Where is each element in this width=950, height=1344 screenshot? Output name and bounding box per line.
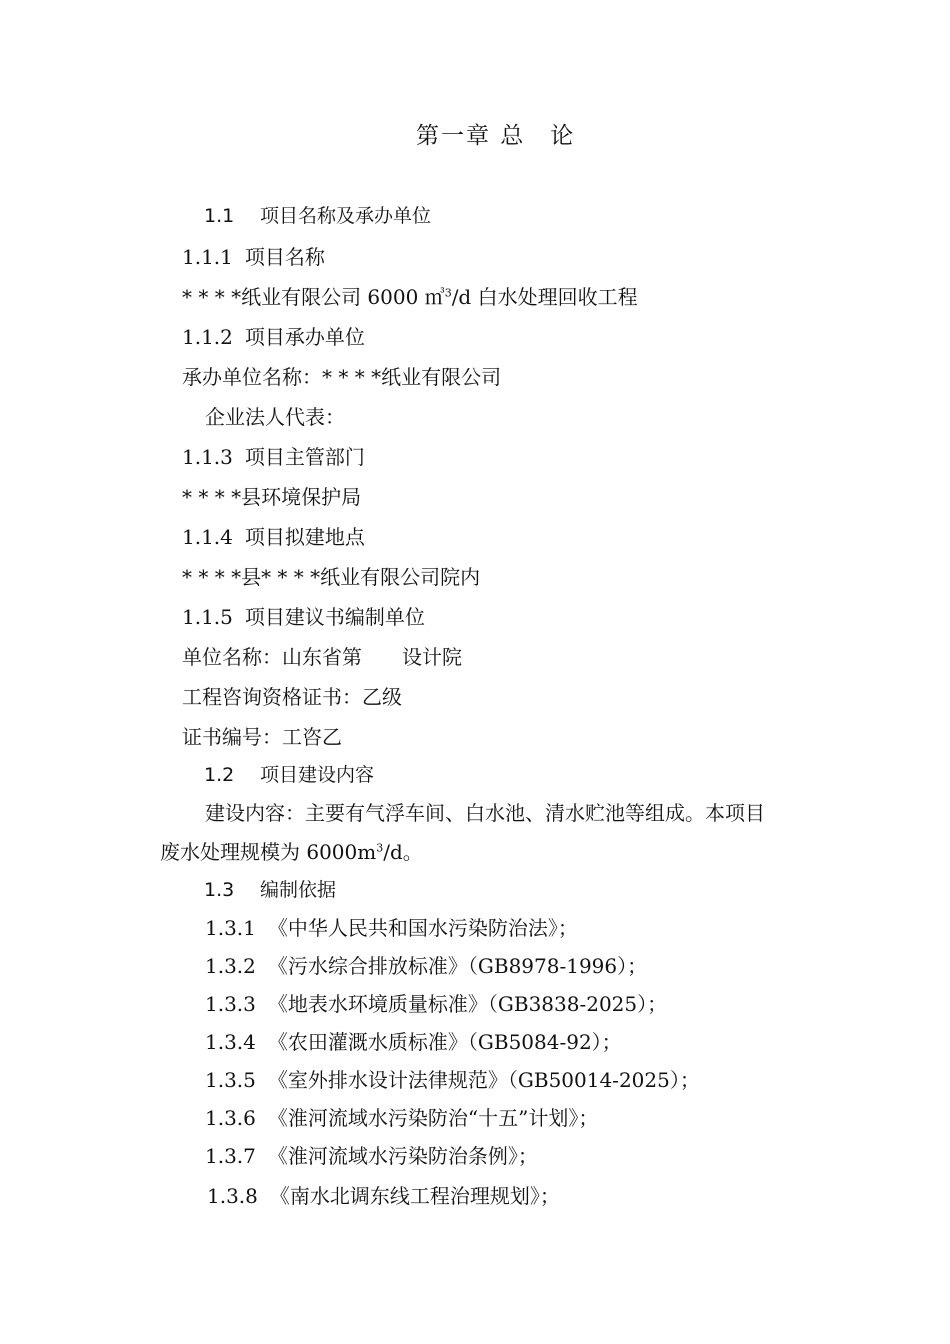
section-number: 1.2 bbox=[204, 764, 235, 786]
basis-item bbox=[205, 1142, 538, 1170]
subsection-title: 项目主管部门 bbox=[244, 445, 365, 469]
basis-text: 《室外排水设计法律规范》（GB50014-2025）； bbox=[267, 1068, 700, 1092]
location-text: * * * *县* * * *纸业有限公司院内 bbox=[182, 565, 481, 589]
section-number: 1.1 bbox=[204, 205, 235, 227]
authority-text: * * * *县环境保护局 bbox=[182, 485, 362, 509]
basis-item bbox=[205, 990, 667, 1018]
basis-item bbox=[205, 1104, 598, 1132]
basis-text: 《农田灌溉水质标准》（GB5084-92）； bbox=[267, 1030, 622, 1054]
superscript: 3 bbox=[444, 286, 452, 300]
content-line-2-post: /d。 bbox=[383, 840, 423, 864]
basis-number: 1.3.4 bbox=[205, 1030, 256, 1054]
basis-number: 1.3.7 bbox=[205, 1144, 256, 1168]
basis-text: 《南水北调东线工程治理规划》； bbox=[269, 1184, 560, 1208]
superscript: 3 bbox=[376, 841, 384, 855]
section-title: 编制依据 bbox=[260, 879, 337, 901]
basis-number: 1.3.8 bbox=[207, 1184, 258, 1208]
project-name-text bbox=[182, 283, 638, 311]
basis-item bbox=[205, 952, 647, 980]
certificate-number-text: 证书编号：工咨乙 bbox=[182, 725, 342, 749]
basis-text: 《中华人民共和国水污染防治法》； bbox=[267, 916, 578, 940]
basis-text: 《淮河流域水污染防治条例》； bbox=[267, 1144, 538, 1168]
basis-number: 1.3.6 bbox=[205, 1106, 256, 1130]
legal-representative-text: 企业法人代表： bbox=[205, 405, 345, 429]
section-title: 项目名称及承办单位 bbox=[260, 205, 432, 227]
qualification-text: 工程咨询资格证书：乙级 bbox=[182, 685, 402, 709]
subsection-number: 1.1.3 bbox=[182, 445, 233, 469]
section-title: 项目建设内容 bbox=[260, 764, 375, 786]
subsection-title: 项目名称 bbox=[244, 245, 325, 269]
subsection-heading-1-1-1 bbox=[182, 243, 325, 271]
unit-name-text: 单位名称：山东省第 设计院 bbox=[182, 645, 462, 669]
subsection-title: 项目建议书编制单位 bbox=[244, 605, 425, 629]
subsection-heading-1-1-3 bbox=[182, 443, 365, 471]
section-heading-1-1 bbox=[204, 202, 431, 230]
basis-item bbox=[205, 914, 578, 942]
organizer-name-text: 承办单位名称：* * * *纸业有限公司 bbox=[182, 365, 502, 389]
basis-number: 1.3.3 bbox=[205, 992, 256, 1016]
section-number: 1.3 bbox=[204, 879, 235, 901]
subsection-title: 项目承办单位 bbox=[244, 325, 365, 349]
basis-number: 1.3.2 bbox=[205, 954, 256, 978]
content-line-1: 建设内容：主要有气浮车间、白水池、清水贮池等组成。本项目 bbox=[205, 801, 765, 825]
content-line-2-pre: 废水处理规模为 6000m bbox=[160, 840, 377, 864]
section-heading-1-3 bbox=[204, 876, 336, 904]
basis-text: 《地表水环境质量标准》（GB3838-2025）； bbox=[267, 992, 668, 1016]
section-heading-1-2 bbox=[204, 761, 374, 789]
basis-number: 1.3.5 bbox=[205, 1068, 256, 1092]
subsection-heading-1-1-2 bbox=[182, 323, 365, 351]
subsection-number: 1.1.4 bbox=[182, 525, 233, 549]
subsection-number: 1.1.5 bbox=[182, 605, 233, 629]
basis-text: 《污水综合排放标准》（GB8978-1996）； bbox=[267, 954, 648, 978]
subsection-title: 项目拟建地点 bbox=[244, 525, 365, 549]
subsection-heading-1-1-5 bbox=[182, 603, 425, 631]
basis-item bbox=[205, 1028, 622, 1056]
basis-text: 《淮河流域水污染防治“十五”计划》； bbox=[267, 1106, 599, 1130]
project-name-pre: * * * *纸业有限公司 6000 ㎥ bbox=[182, 285, 445, 309]
basis-number: 1.3.1 bbox=[205, 916, 256, 940]
basis-item bbox=[207, 1182, 560, 1210]
content-line-2 bbox=[160, 838, 423, 866]
subsection-heading-1-1-4 bbox=[182, 523, 365, 551]
project-name-post: /d 白水处理回收工程 bbox=[451, 285, 638, 309]
basis-item bbox=[205, 1066, 700, 1094]
chapter-title: 第一章 总 论 bbox=[416, 123, 576, 149]
subsection-number: 1.1.1 bbox=[182, 245, 233, 269]
subsection-number: 1.1.2 bbox=[182, 325, 233, 349]
